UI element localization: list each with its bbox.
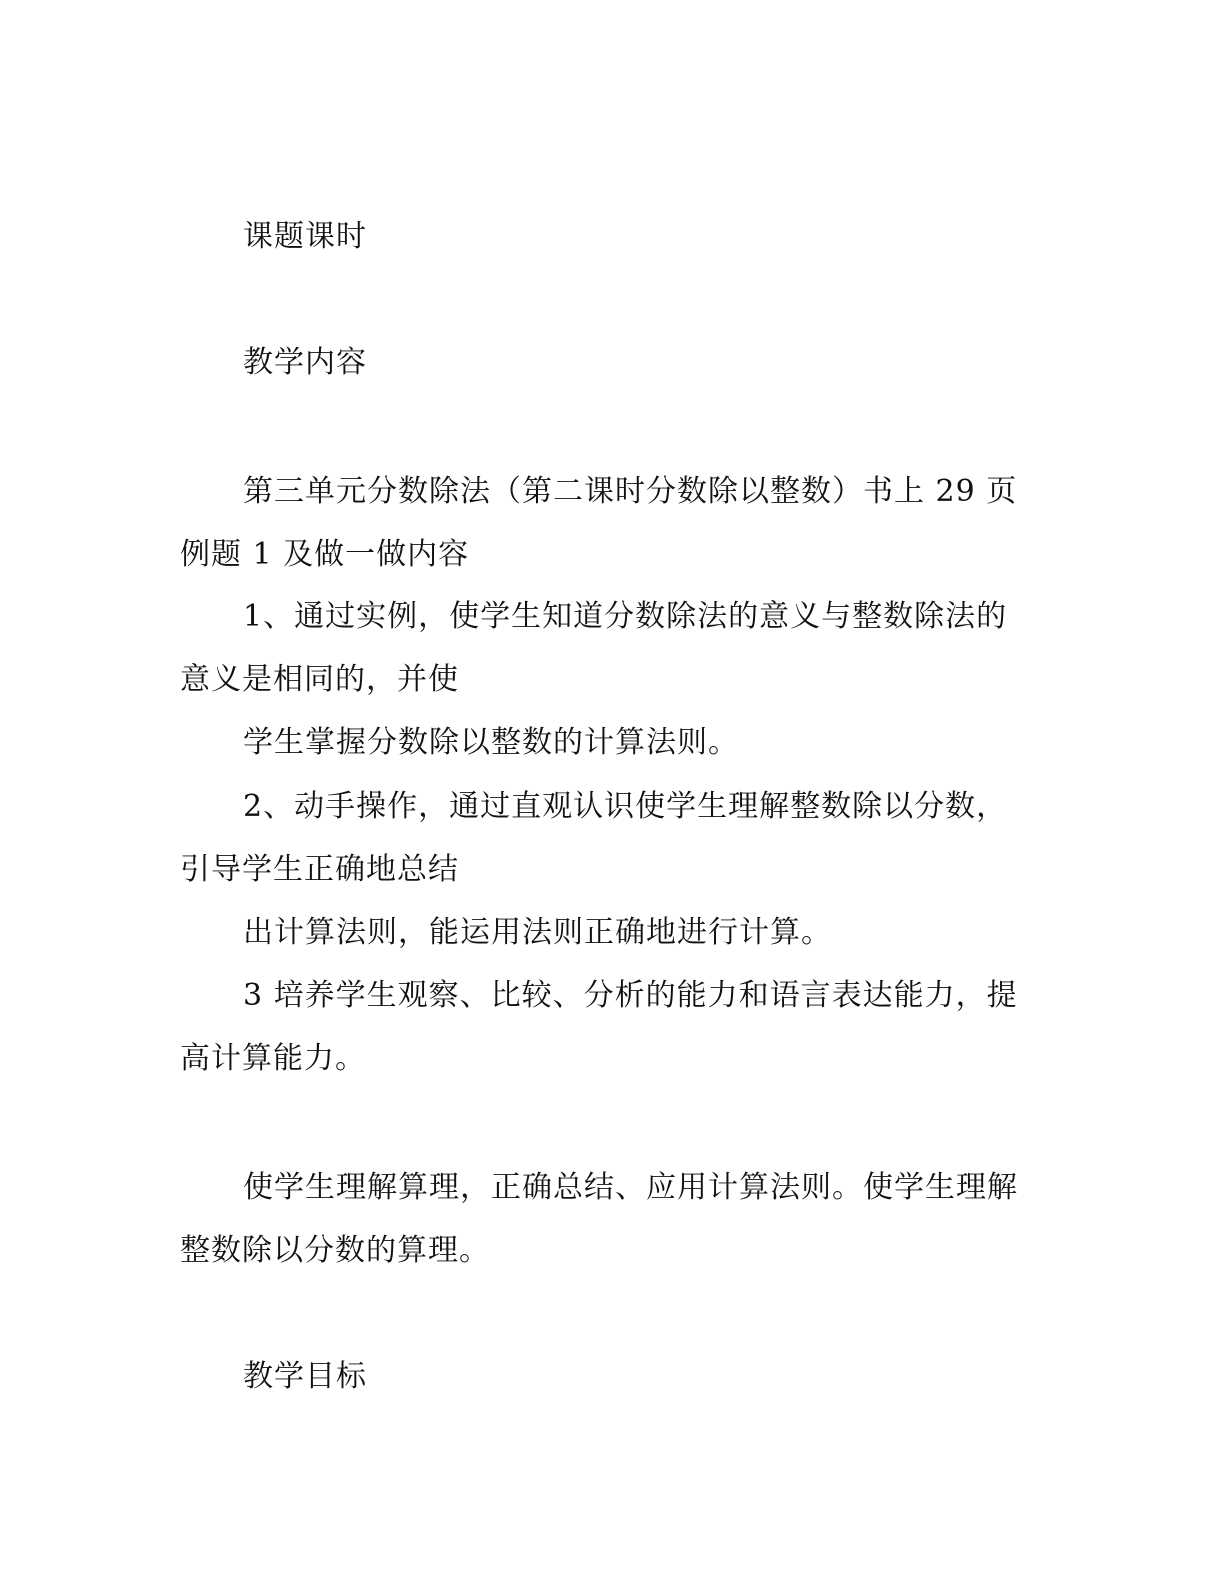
goal1-line-3: 学生掌握分数除以整数的计算法则。 (243, 725, 739, 760)
goal2-line-2: 引导学生正确地总结 (180, 852, 459, 887)
heading-goals: 教学目标 (243, 1359, 367, 1394)
goal2-line-3: 出计算法则，能运用法则正确地进行计算。 (243, 915, 832, 950)
goal1-line-1: 1、通过实例，使学生知道分数除法的意义与整数除法的 (243, 599, 1008, 634)
key-line-2: 整数除以分数的算理。 (180, 1233, 490, 1268)
key-line-1: 使学生理解算理，正确总结、应用计算法则。使学生理解 (243, 1170, 1018, 1205)
goal1-line-2: 意义是相同的，并使 (180, 662, 459, 697)
goal2-line-1: 2、动手操作，通过直观认识使学生理解整数除以分数， (243, 789, 1008, 824)
heading-content: 教学内容 (243, 345, 367, 380)
goal3-line-2: 高计算能力。 (180, 1041, 366, 1076)
content-line-1: 第三单元分数除法（第二课时分数除以整数）书上 29 页 (243, 474, 1018, 509)
content-line-2: 例题 1 及做一做内容 (180, 537, 470, 572)
heading-lesson: 课题课时 (243, 219, 367, 254)
goal3-line-1: 3 培养学生观察、比较、分析的能力和语言表达能力，提 (243, 978, 1018, 1013)
